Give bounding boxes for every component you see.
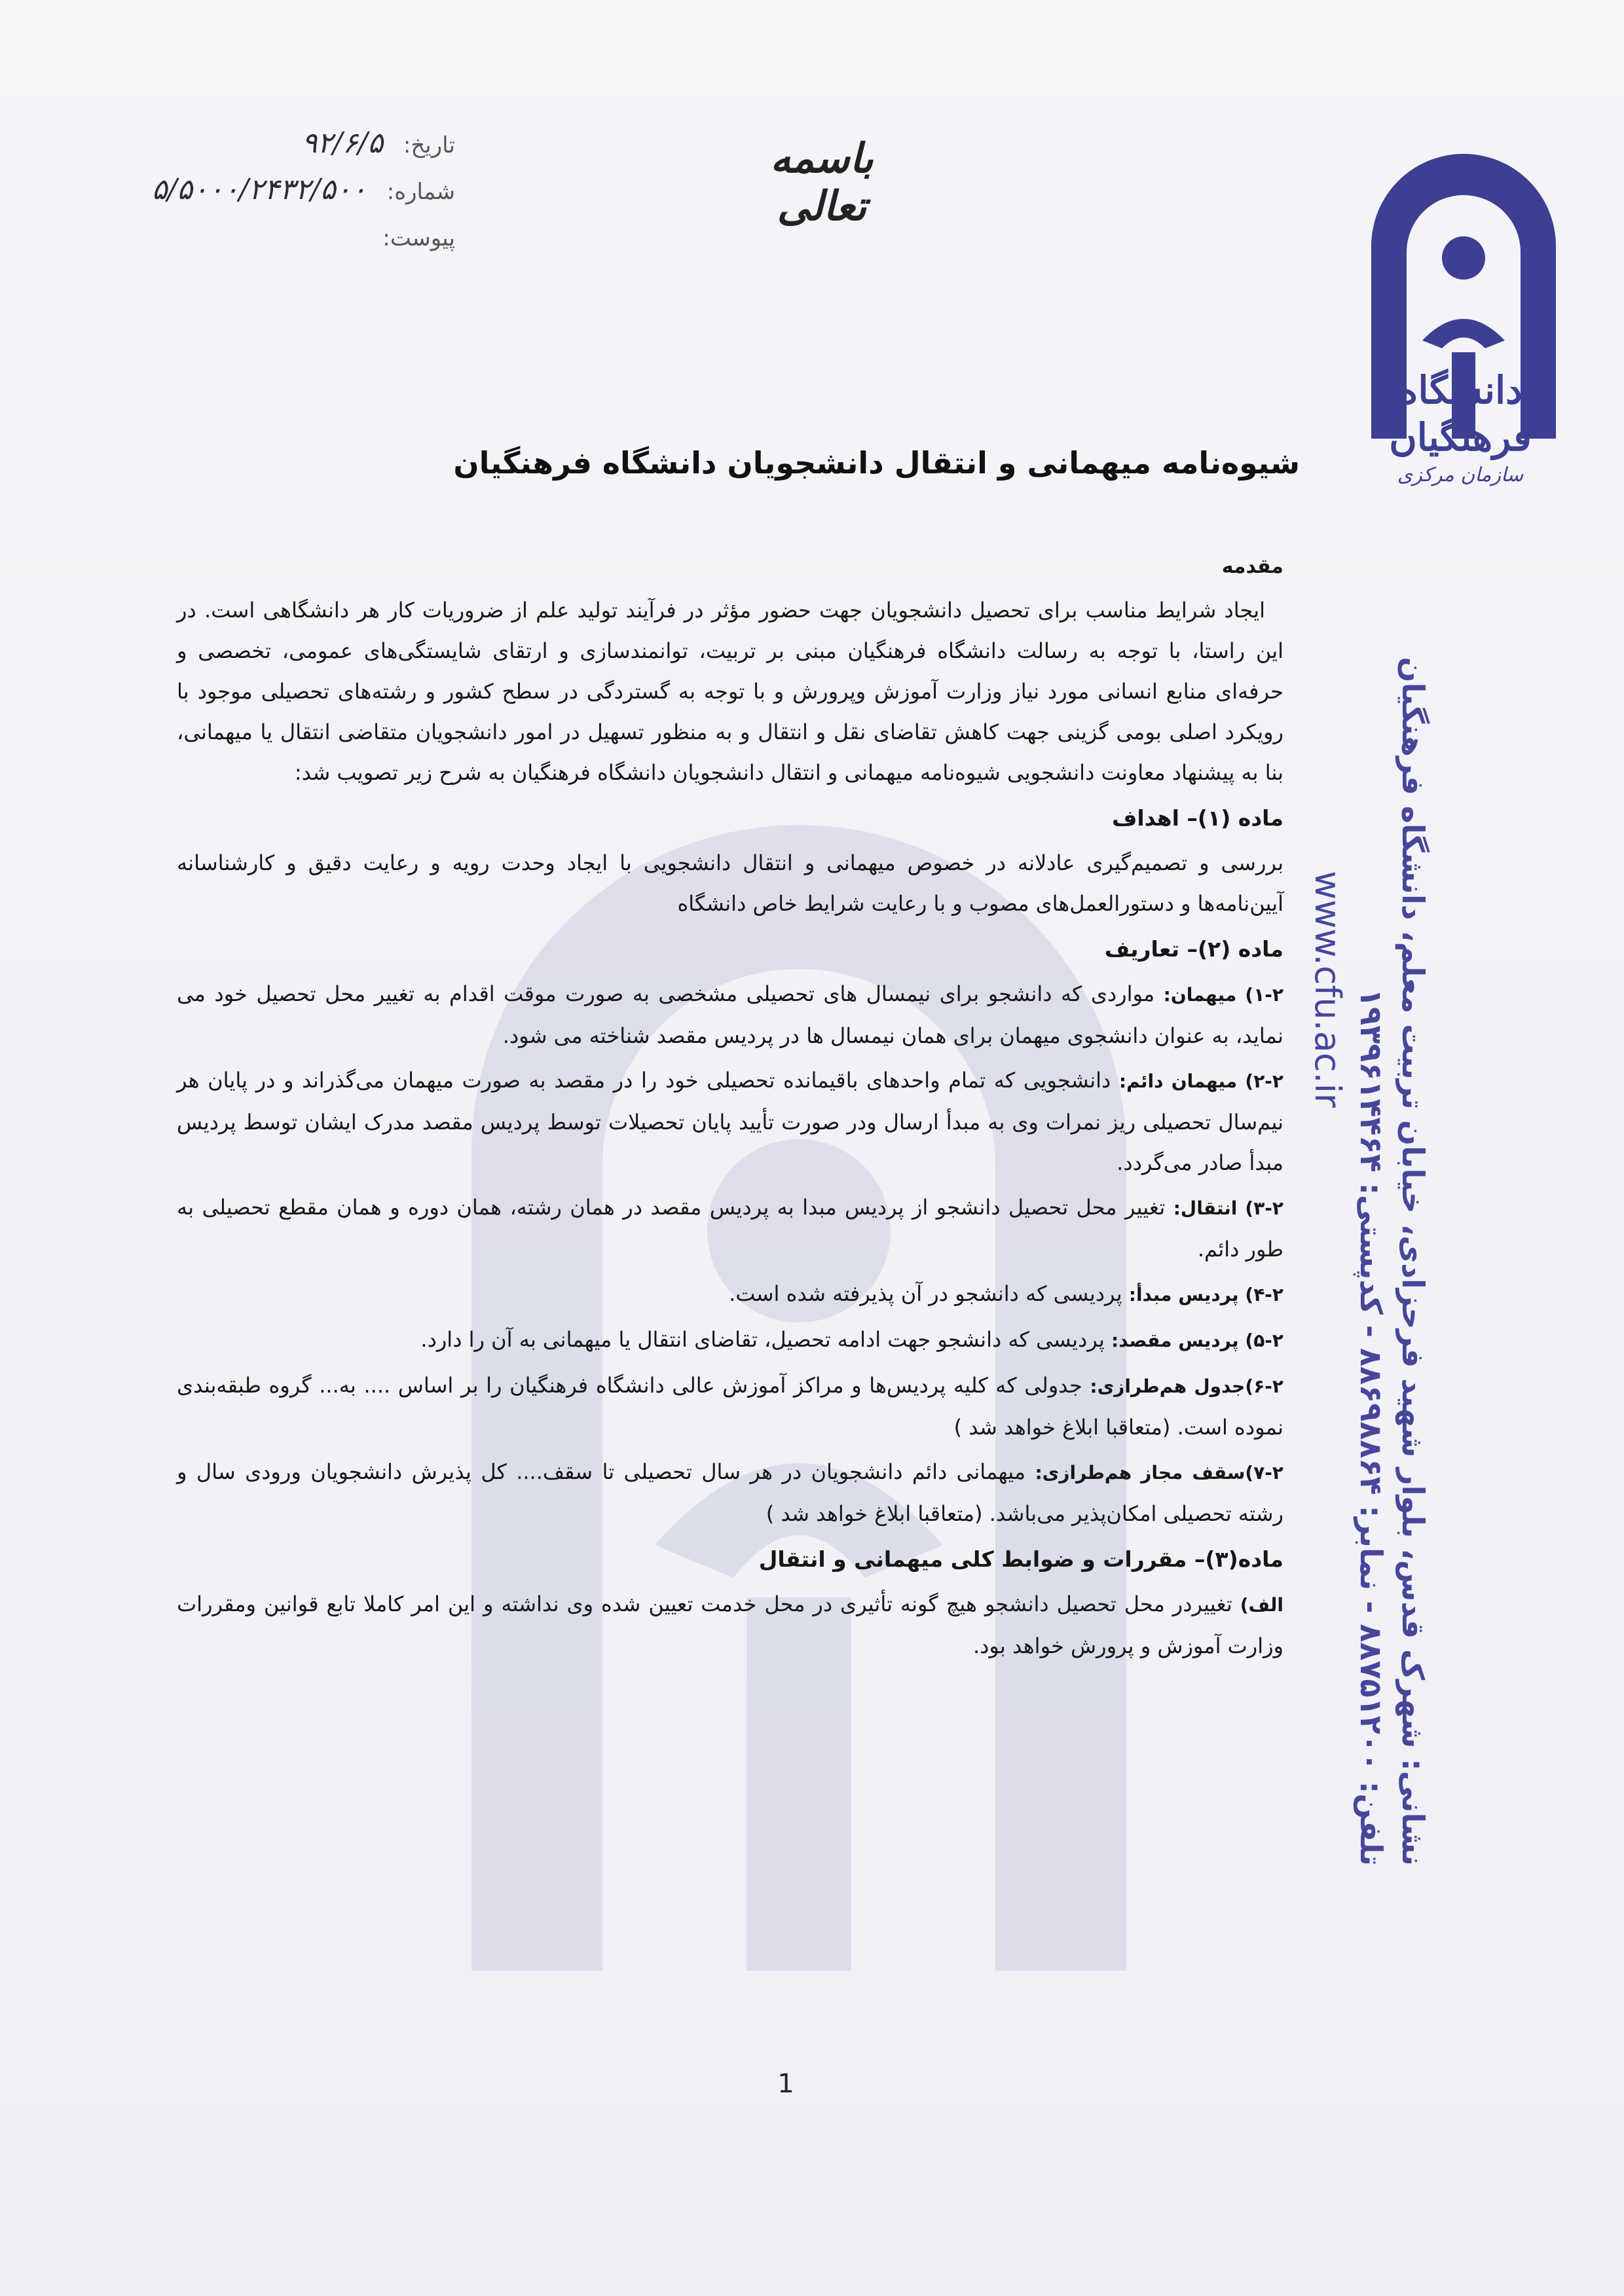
logo-name: دانشگاه فرهنگیان <box>1389 368 1532 460</box>
definition-item <box>177 1273 1283 1315</box>
definition-text: جدولی که کلیه پردیس‌ها و مراکز آموزش عالی دانشگاه فرهنگیان را بر اساس .... به... گروه طبقه‌بندی نموده است. (متعاقبا ابلاغ خواهد شد ) <box>177 1373 1283 1440</box>
basmala: باسمه تعالی <box>770 134 874 230</box>
definition-text: دانشجویی که تمام واحدهای باقیمانده تحصیلی خود را در مقصد به صورت میهمان می‌گذراند و در پایان هر نیم‌سال تحصیلی ریز نمرات وی به مبدأ ارسال ودر صورت تأیید پایان تحصیلات توسط پردیس مقصد مدرک ایشان توسط پردیس مبدأ صادر می‌گردد. <box>177 1068 1283 1175</box>
logo-subtitle: سازمان مرکزی <box>1397 464 1524 486</box>
definition-text: پردیسی که دانشجو جهت ادامه تحصیل، تقاضای انتقال یا میهمانی به آن را دارد. <box>420 1327 1105 1352</box>
meta-number <box>62 168 455 214</box>
document-body <box>177 547 1283 1670</box>
meta-number-value: ۵/۵۰۰۰/۲۴۳۲/۵۰۰ <box>151 173 367 206</box>
definition-item <box>177 1451 1283 1534</box>
definition-item <box>177 1365 1283 1448</box>
definition-term: ۳-۲) انتقال: <box>1173 1197 1284 1219</box>
meta-number-label: شماره: <box>386 179 455 205</box>
definition-term: ۱-۲) میهمان: <box>1163 984 1283 1006</box>
letter-meta <box>62 121 455 261</box>
definition-term: ۲-۲) میهمان دائم: <box>1118 1070 1283 1092</box>
definition-item <box>177 1319 1283 1361</box>
contact-phones: تلفن: ۸۸۷۵۱۲۰۰ - نمابر: ۸۸۶۹۸۸۶۴ - کدپستی: ۱۹۳۹۶۱۴۴۶۴ <box>1354 988 1389 1866</box>
logo-caption <box>1349 367 1572 490</box>
definition-item <box>177 1187 1283 1269</box>
contact-website[interactable]: www.cfu.ac.ir <box>1307 871 1348 1108</box>
rule-item <box>177 1584 1283 1666</box>
definition-text: تغییر محل تحصیل دانشجو از پردیس مبدا به پردیس مقصد در همان رشته، همان دوره و همان مقطع تحصیلی به طور دائم. <box>177 1195 1283 1262</box>
meta-date-value: ۹۲/۶/۵ <box>301 126 384 160</box>
meta-attachment <box>62 214 455 261</box>
intro-heading: مقدمه <box>1221 555 1283 578</box>
definition-text: پردیسی که دانشجو در آن پذیرفته شده است. <box>729 1281 1122 1306</box>
definition-text: مواردی که دانشجو برای نیمسال های تحصیلی مشخصی به صورت موقت اقدام به تغییر محل تحصیل خود می نماید، به عنوان دانشجوی میهمان برای همان نیمسال ها در پردیس مقصد شناخته می شود. <box>177 981 1283 1048</box>
page-number: 1 <box>777 2069 794 2099</box>
article2-heading: ماده (۲)– تعاریف <box>1104 936 1283 962</box>
intro-paragraph: ایجاد شرایط مناسب برای تحصیل دانشجویان جهت حضور مؤثر در فرآیند تولید علم از ضروریات کار هر دانشگاهی است. در این راستا، با توجه به رسالت دانشگاه فرهنگیان مبنی بر تربیت، توانمندسازی و ارتقای شایستگی‌های عمومی، تخصصی و حرفه‌ای منابع انسانی مورد نیاز وزارت آموزش وپرورش و با توجه به گستردگی در سطح کشور و رشته‌های تحصیلی موجود با رویکرد اصلی بومی گزینی جهت کاهش تقاضای نقل و انتقال و به منظور تسهیل در امور دانشجویان متقاضی انتقال یا میهمانی، بنا به پیشنهاد معاونت دانشجویی شیوه‌نامه میهمانی و انتقال دانشجویان دانشگاه فرهنگیان به شرح زیر تصویب شد: <box>177 598 1283 785</box>
definition-term: ۷-۲)سقف مجاز هم‌طرازی: <box>1035 1462 1284 1484</box>
contact-address: نشانی: شهرک قدس، بلوار شهید فرحزادی، خیابان تربیت معلم، دانشگاه فرهنگیان <box>1395 657 1431 1866</box>
definition-term: ۶-۲)جدول هم‌طرازی: <box>1090 1376 1284 1397</box>
rule-text: تغییردر محل تحصیل دانشجو هیچ گونه تأثیری در محل خدمت تعیین شده وی نداشته و این امر کاملا تابع قوانین ومقررات وزارت آموزش و پرورش خواهد بود. <box>177 1592 1283 1658</box>
definition-item <box>177 974 1283 1056</box>
article3-heading: ماده(۳)– مقررات و ضوابط کلی میهمانی و انتقال <box>758 1546 1283 1572</box>
article1-heading: ماده (۱)– اهداف <box>1112 805 1283 831</box>
document-title: شیوه‌نامه میهمانی و انتقال دانشجویان دانشگاه فرهنگیان <box>453 445 1300 481</box>
meta-date-label: تاریخ: <box>403 132 455 158</box>
definition-text: میهمانی دائم دانشجویان در هر سال تحصیلی تا سقف.... کل پذیرش دانشجویان ورودی سال و رشته تحصیلی امکان‌پذیر می‌باشد. (متعاقبا ابلاغ خواهد شد ) <box>177 1459 1283 1526</box>
article1-paragraph: بررسی و تصمیم‌گیری عادلانه در خصوص میهمانی و انتقال دانشجویی با ایجاد وحدت رویه و رعایت دقیق و کارشناسانه آیین‌نامه‌ها و دستورالعمل‌های مصوب و با رعایت شرایط خاص دانشگاه <box>177 850 1283 916</box>
meta-date <box>62 121 455 168</box>
definition-term: ۵-۲) پردیس مقصد: <box>1111 1330 1283 1351</box>
definition-term: ۴-۲) پردیس مبدأ: <box>1128 1284 1283 1305</box>
definition-item <box>177 1060 1283 1183</box>
meta-attachment-label: پیوست: <box>382 225 455 251</box>
rule-term: الف) <box>1240 1594 1284 1616</box>
